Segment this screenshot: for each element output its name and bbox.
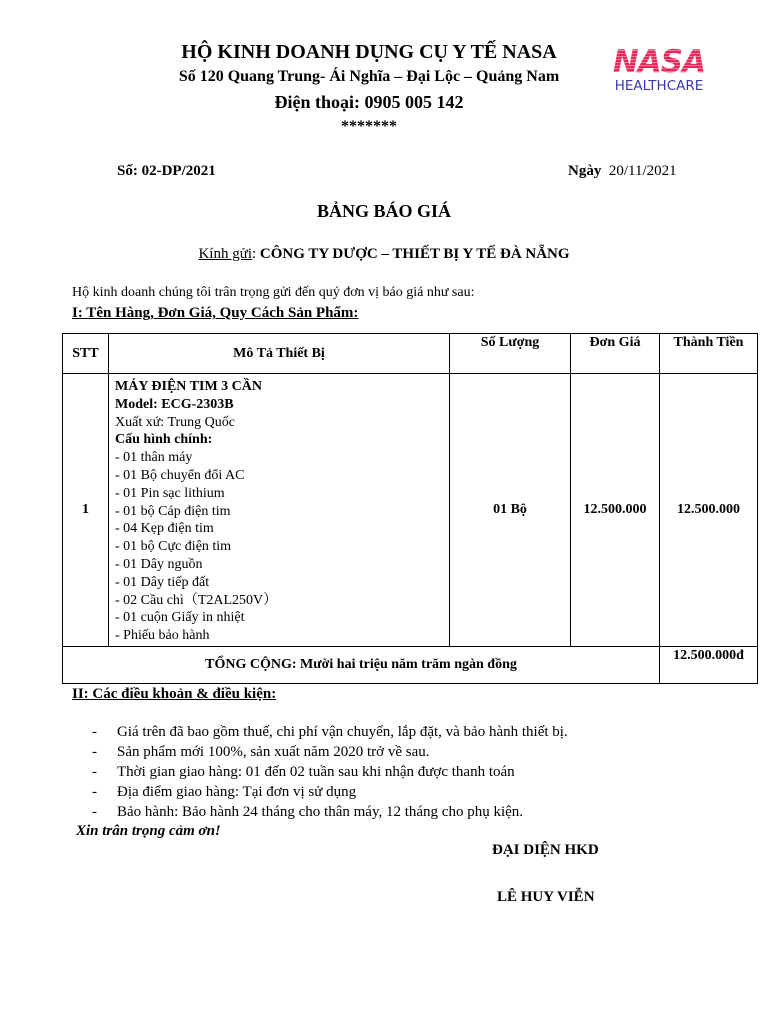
bullet-dash: - — [92, 724, 97, 740]
config-item: - 04 Kẹp điện tim — [115, 521, 214, 537]
list-item — [92, 742, 568, 762]
date-value: 20/11/2021 — [608, 163, 677, 179]
config-item: - 01 Bộ chuyển đổi AC — [115, 467, 245, 483]
product-model: Model: ECG-2303B — [115, 396, 234, 412]
list-item — [92, 722, 568, 742]
product-name: MÁY ĐIỆN TIM 3 CẦN — [115, 379, 262, 394]
total-amount: 12.500.000đ — [660, 647, 758, 684]
config-item: - 01 thân máy — [115, 450, 193, 466]
config-item: - 01 Dây tiếp đất — [115, 574, 210, 590]
config-title: Cấu hình chính: — [115, 432, 213, 448]
recipient-line: Kính gửi: CÔNG TY DƯỢC – THIẾT BỊ Y TẾ ĐÀ NẴNG — [198, 246, 570, 262]
recipient-name: CÔNG TY DƯỢC – THIẾT BỊ Y TẾ ĐÀ NẴNG — [259, 246, 570, 262]
row-stt: 1 — [63, 374, 109, 647]
term-text: Sản phẩm mới 100%, sản xuất năm 2020 trở về sau. — [117, 744, 430, 760]
list-item — [92, 802, 568, 822]
bullet-dash: - — [92, 744, 97, 760]
bullet-dash: - — [92, 804, 97, 820]
term-text: Địa điểm giao hàng: Tại đơn vị sử dụng — [117, 784, 357, 800]
header-separator: ******* — [341, 118, 397, 135]
list-item — [92, 762, 568, 782]
document-number: Số: 02-DP/2021 — [117, 163, 216, 179]
bullet-dash: - — [92, 764, 97, 780]
section2-title: II: Các điều khoản & điều kiện: — [72, 686, 277, 702]
company-address: Số 120 Quang Trung- Ái Nghĩa – Đại Lộc – Quảng Nam — [178, 68, 560, 85]
config-item: - Phiếu bảo hành — [115, 628, 210, 644]
config-item: - 01 cuộn Giấy in nhiệt — [115, 610, 245, 626]
document-date — [568, 163, 677, 180]
quote-table — [62, 333, 758, 684]
row-description — [109, 374, 450, 647]
config-item: - 01 bộ Cáp điện tim — [115, 503, 231, 519]
table-row — [63, 374, 758, 647]
row-total: 12.500.000 — [660, 374, 758, 647]
table-total-row — [63, 647, 758, 684]
representative-title: ĐẠI DIỆN HKD — [492, 842, 599, 858]
section1-title: I: Tên Hàng, Đơn Giá, Quy Cách Sản Phẩm: — [72, 305, 359, 321]
document-title: BẢNG BÁO GIÁ — [316, 201, 451, 221]
config-item: - 01 Dây nguồn — [115, 556, 203, 572]
company-phone: Điện thoại: 0905 005 142 — [274, 92, 464, 112]
logo-text-nasa: NASA — [612, 44, 706, 80]
date-label: Ngày — [568, 163, 602, 179]
row-quantity: 01 Bộ — [450, 374, 571, 647]
header-description: Mô Tả Thiết Bị — [109, 334, 450, 374]
config-item: - 01 bộ Cực điện tim — [115, 539, 232, 555]
total-label: TỔNG CỘNG: Mười hai triệu năm trăm ngàn đồng — [63, 647, 660, 684]
config-item: - 02 Cầu chì（T2AL250V） — [115, 592, 278, 608]
header-unit-price: Đơn Giá — [571, 334, 660, 374]
row-unit-price: 12.500.000 — [571, 374, 660, 647]
term-text: Giá trên đã bao gồm thuế, chi phí vận chuyển, lắp đặt, và bảo hành thiết bị. — [117, 724, 568, 740]
config-item: - 01 Pin sạc lithium — [115, 485, 225, 501]
recipient-label: Kính gửi — [198, 246, 252, 262]
company-name: HỘ KINH DOANH DỤNG CỤ Y TẾ NASA — [181, 41, 557, 63]
header-quantity: Số Lượng — [450, 334, 571, 374]
table-header-row — [63, 334, 758, 374]
representative-name: LÊ HUY VIỄN — [497, 889, 595, 905]
header-total: Thành Tiền — [660, 334, 758, 374]
term-text: Thời gian giao hàng: 01 đến 02 tuần sau khi nhận được thanh toán — [117, 764, 515, 780]
list-item — [92, 782, 568, 802]
bullet-dash: - — [92, 784, 97, 800]
product-origin: Xuất xứ: Trung Quốc — [115, 414, 235, 430]
header-stt: STT — [63, 334, 109, 374]
logo-text-healthcare: HEALTHCARE — [614, 78, 704, 94]
thanks-text: Xin trân trọng cảm ơn! — [76, 823, 221, 839]
intro-text: Hộ kinh doanh chúng tôi trân trọng gửi đến quý đơn vị báo giá như sau: — [72, 285, 475, 300]
terms-list — [92, 722, 568, 822]
term-text: Bảo hành: Bảo hành 24 tháng cho thân máy, 12 tháng cho phụ kiện. — [117, 804, 524, 820]
nasa-healthcare-logo — [600, 42, 718, 98]
